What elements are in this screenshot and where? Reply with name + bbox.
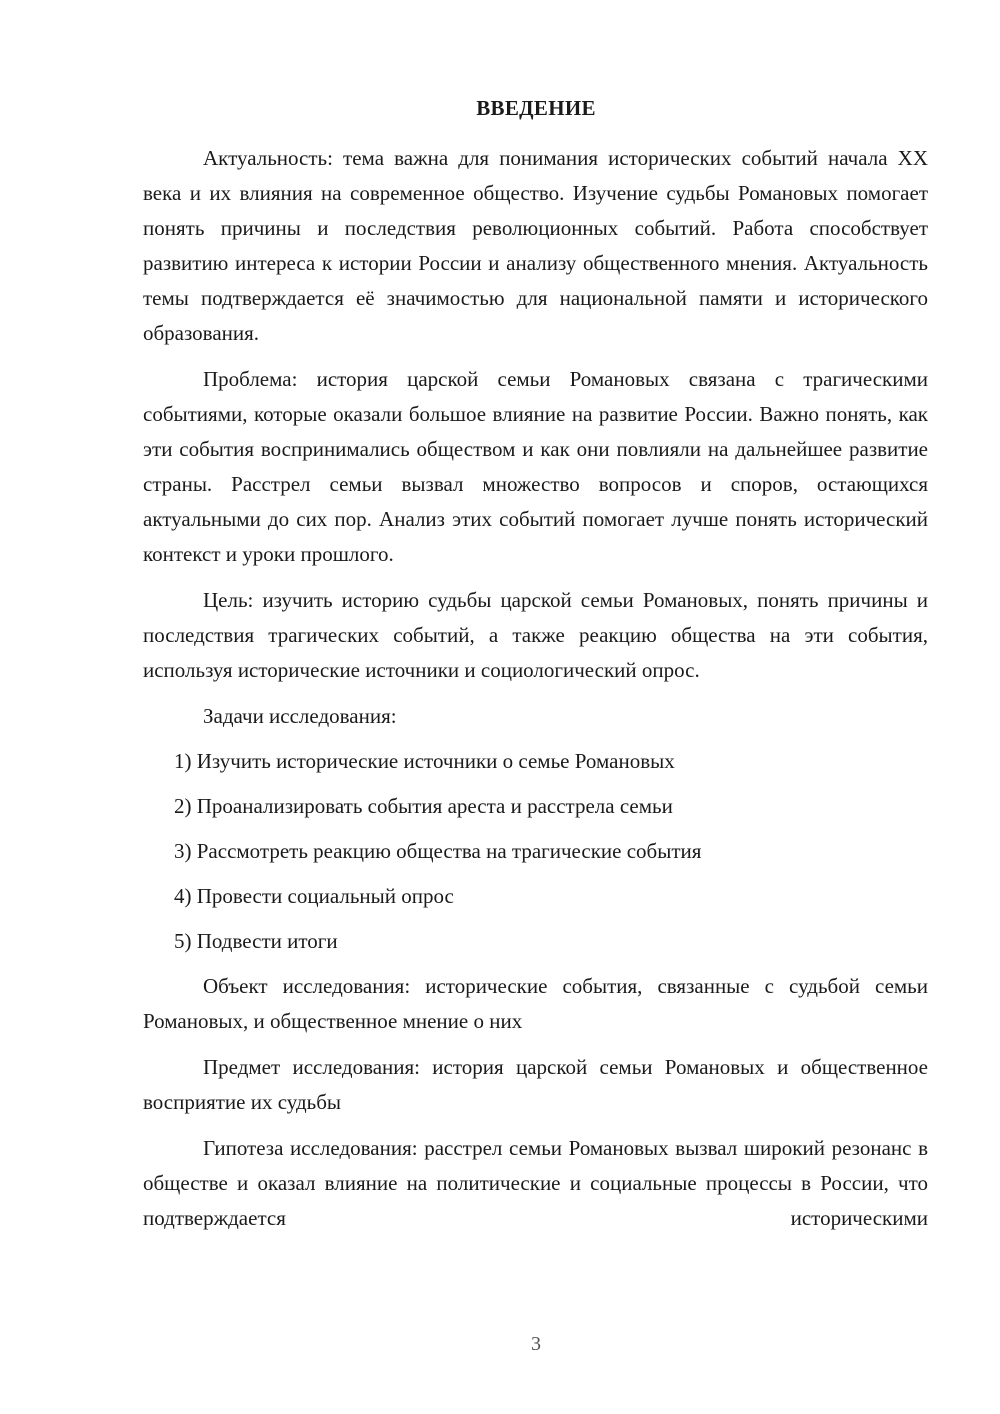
task-list (143, 744, 928, 959)
section-heading: ВВЕДЕНИЕ (476, 96, 596, 120)
hypothesis-paragraph: Гипотеза исследования: расстрел семьи Романовых вызвал широкий резонанс в обществе и оказал влияние на политические и социальные процессы в России, что подтверждается историческими (143, 1136, 928, 1230)
task-item: 1) Изучить исторические источники о семье Романовых (174, 749, 675, 773)
object-paragraph: Объект исследования: исторические события, связанные с судьбой семьи Романовых, и общественное мнение о них (143, 974, 928, 1033)
task-item: 5) Подвести итоги (174, 929, 338, 953)
relevance-paragraph: Актуальность: тема важна для понимания исторических событий начала XX века и их влияния на современное общество. Изучение судьбы Романовых помогает понять причины и последствия революционных событий. Работа способствует развитию интереса к истории России и анализу общественного мнения. Актуальность темы подтверждается её значимостью для национальной памяти и исторического образования. (143, 146, 928, 345)
tasks-title: Задачи исследования: (203, 704, 397, 728)
task-item: 4) Провести социальный опрос (174, 884, 454, 908)
document-body (143, 141, 928, 1247)
problem-paragraph: Проблема: история царской семьи Романовых связана с трагическими событиями, которые оказали большое влияние на развитие России. Важно понять, как эти события воспринимались обществом и как они повлияли на дальнейшее развитие страны. Расстрел семьи вызвал множество вопросов и споров, остающихся актуальными до сих пор. Анализ этих событий помогает лучше понять исторический контекст и уроки прошлого. (143, 367, 928, 566)
goal-paragraph: Цель: изучить историю судьбы царской семьи Романовых, понять причины и последствия трагических событий, а также реакцию общества на эти события, используя исторические источники и социологический опрос. (143, 588, 928, 682)
task-item: 3) Рассмотреть реакцию общества на трагические события (174, 839, 702, 863)
page-number: 3 (531, 1333, 541, 1355)
task-item: 2) Проанализировать события ареста и расстрела семьи (174, 794, 673, 818)
subject-paragraph: Предмет исследования: история царской семьи Романовых и общественное восприятие их судьбы (143, 1055, 928, 1114)
